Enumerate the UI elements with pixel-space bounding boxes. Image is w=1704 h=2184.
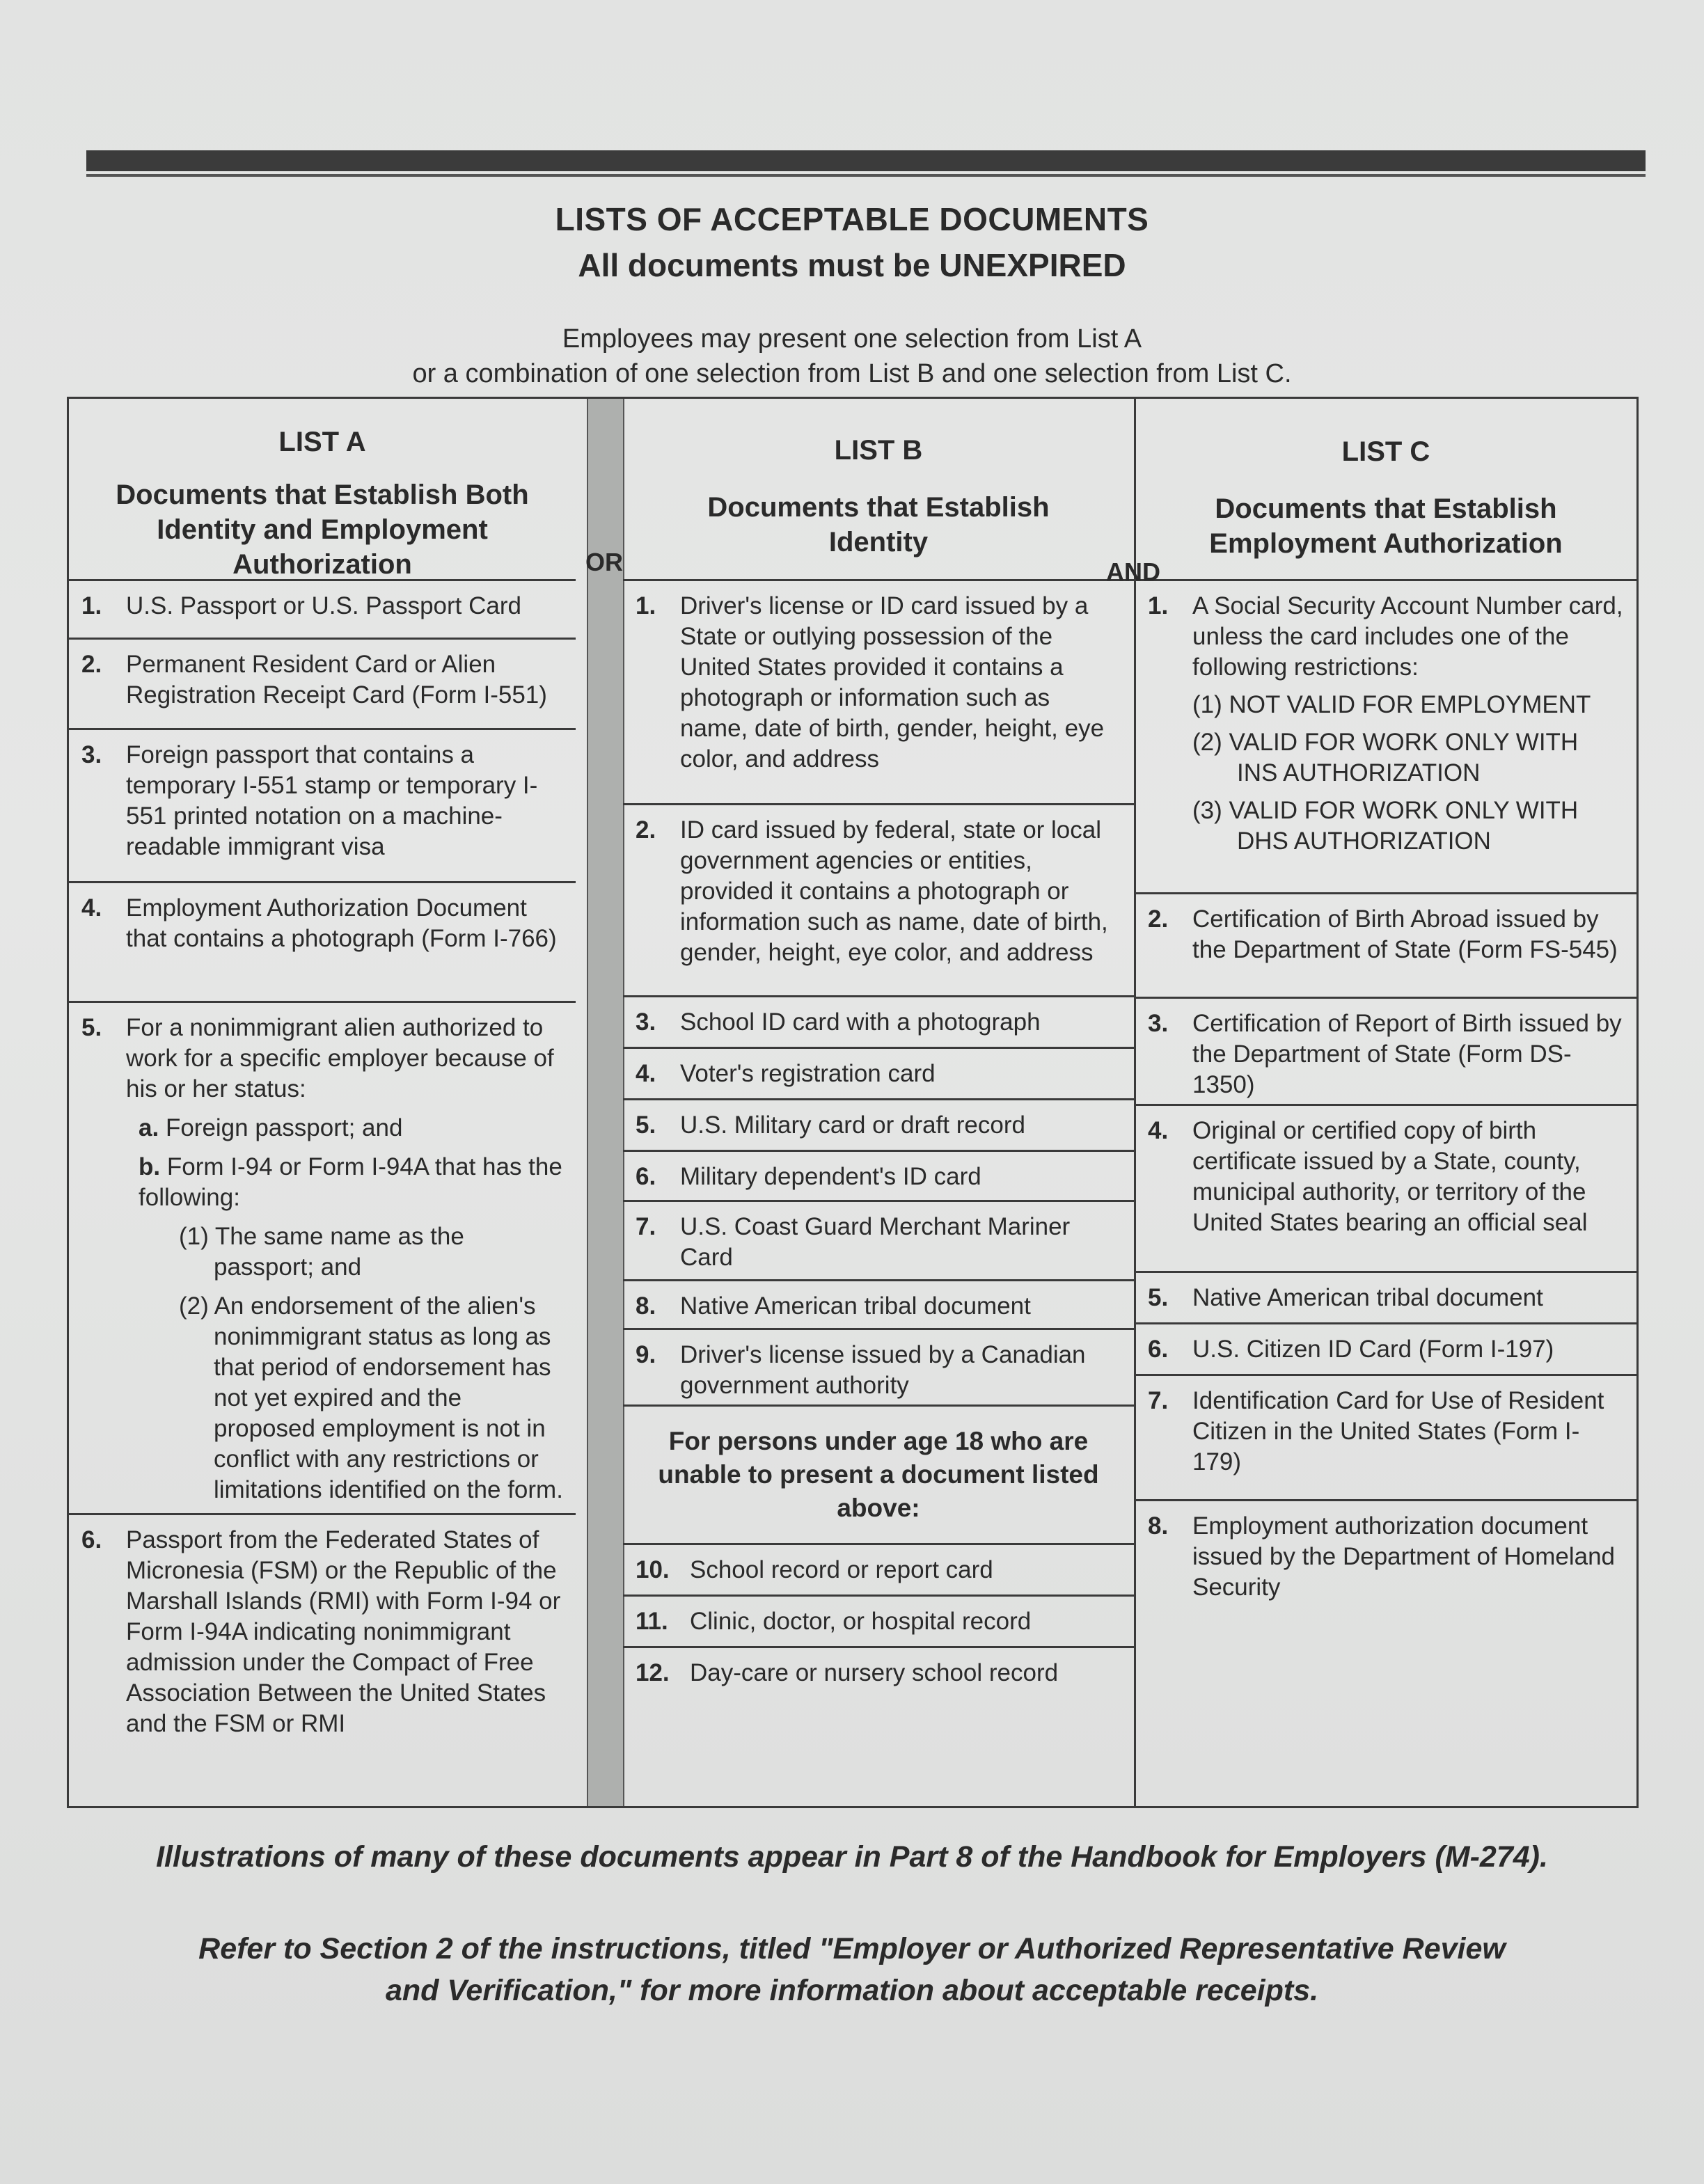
list-c-subtitle: Documents that Establish Employment Authorization xyxy=(1209,493,1563,559)
under-18-heading: For persons under age 18 who are unable to present a document listed above: xyxy=(623,1407,1134,1545)
item-text: Clinic, doctor, or hospital record xyxy=(690,1608,1032,1635)
item-number: 2. xyxy=(636,816,656,844)
item-text: Certification of Birth Abroad issued by the Department of State (Form FS-545) xyxy=(1192,905,1618,963)
item-text: For a nonimmigrant alien authorized to work for a specific employer because of his or her status: xyxy=(126,1014,554,1102)
documents-table xyxy=(67,397,1639,1808)
list-b-title: LIST B xyxy=(834,435,923,466)
intro-line-1: Employees may present one selection from List A xyxy=(562,324,1142,354)
list-a-subtitle: Documents that Establish Both Identity and Employment Authorization xyxy=(116,480,529,580)
item-text: A Social Security Account Number card, unless the card includes one of the following restrictions: xyxy=(1192,592,1623,681)
intro-text xyxy=(0,322,1704,391)
item-number: 12. xyxy=(636,1659,670,1686)
list-a-items xyxy=(69,581,576,1806)
list-item xyxy=(623,1202,1134,1281)
item-text: Military dependent's ID card xyxy=(680,1163,981,1190)
item-number: 3. xyxy=(1148,1010,1169,1037)
header-rule-thin xyxy=(86,174,1646,177)
item-sub-b: b. Form I-94 or Form I-94A that has the following: xyxy=(139,1153,562,1211)
item-text: School record or report card xyxy=(690,1556,993,1583)
footer-receipts-note xyxy=(0,1928,1704,2011)
page-subtitle: All documents must be UNEXPIRED xyxy=(578,247,1126,283)
item-sub-b1: (1) The same name as the passport; and xyxy=(179,1223,464,1281)
item-number: 7. xyxy=(1148,1387,1169,1414)
item-number: 11. xyxy=(636,1608,668,1635)
item-number: 2. xyxy=(81,651,102,678)
list-item xyxy=(69,581,576,640)
footer-line-1: Refer to Section 2 of the instructions, titled "Employer or Authorized Representative Review xyxy=(198,1932,1506,1965)
list-item xyxy=(1135,1106,1636,1273)
list-item xyxy=(623,997,1134,1049)
footer-line-2: and Verification," for more information about acceptable receipts. xyxy=(385,1974,1319,2007)
item-text: Permanent Resident Card or Alien Registration Receipt Card (Form I-551) xyxy=(126,651,547,709)
item-number: 8. xyxy=(1148,1512,1169,1540)
list-item xyxy=(1135,1376,1636,1501)
list-item xyxy=(623,1597,1134,1648)
item-text: U.S. Passport or U.S. Passport Card xyxy=(126,592,521,619)
item-text: Driver's license or ID card issued by a State or outlying possession of the United States provided it contains a photograph or information such as name, date of birth, gender, height, eye color, and address xyxy=(680,592,1105,773)
column-separator xyxy=(587,399,624,1806)
item-number: 4. xyxy=(1148,1117,1169,1144)
item-text: Native American tribal document xyxy=(680,1292,1031,1320)
item-number: 2. xyxy=(1148,905,1169,933)
list-c-header xyxy=(1135,399,1636,581)
list-item xyxy=(1135,1273,1636,1324)
item-number: 5. xyxy=(1148,1284,1169,1311)
item-text: U.S. Coast Guard Merchant Mariner Card xyxy=(680,1213,1071,1271)
item-number: 9. xyxy=(636,1341,656,1368)
item-number: 5. xyxy=(81,1014,102,1041)
list-item xyxy=(69,1515,576,1782)
list-item xyxy=(1135,894,1636,999)
list-a-title: LIST A xyxy=(278,427,366,457)
list-c-items xyxy=(1135,581,1636,1806)
item-number: 1. xyxy=(636,592,656,619)
page-title: LISTS OF ACCEPTABLE DOCUMENTS xyxy=(555,201,1149,237)
item-number: 5. xyxy=(636,1111,656,1139)
item-number: 6. xyxy=(1148,1336,1169,1363)
list-item xyxy=(1135,1501,1636,1682)
item-text: Native American tribal document xyxy=(1192,1284,1543,1311)
list-c-column xyxy=(1135,399,1636,1806)
item-text: Foreign passport that contains a temporary I-551 stamp or temporary I-551 printed notation on a machine-readable immigrant visa xyxy=(126,741,538,860)
item-text: Day-care or nursery school record xyxy=(690,1659,1059,1686)
item-text: Driver's license issued by a Canadian government authority xyxy=(680,1341,1086,1399)
item-text: ID card issued by federal, state or local government agencies or entities, provided it contains a photograph or information such as name, date of birth, gender, height, eye color, and address xyxy=(680,816,1108,966)
item-number: 7. xyxy=(636,1213,656,1240)
list-item xyxy=(69,883,576,1003)
list-item xyxy=(69,730,576,883)
item-text: Employment Authorization Document that contains a photograph (Form I-766) xyxy=(126,894,557,952)
item-sub-a: a. Foreign passport; and xyxy=(139,1114,403,1141)
item-number: 10. xyxy=(636,1556,670,1583)
restriction-2: (2) VALID FOR WORK ONLY WITH INS AUTHORIZATION xyxy=(1192,729,1579,786)
list-item xyxy=(623,1648,1134,1704)
item-number: 1. xyxy=(1148,592,1169,619)
header-rule xyxy=(86,150,1646,171)
list-item xyxy=(1135,999,1636,1106)
item-number: 3. xyxy=(636,1008,656,1036)
item-text: Voter's registration card xyxy=(680,1060,936,1087)
list-item xyxy=(623,581,1134,805)
item-text: Identification Card for Use of Resident Citizen in the United States (Form I-179) xyxy=(1192,1387,1604,1475)
item-text: U.S. Military card or draft record xyxy=(680,1111,1025,1139)
item-number: 1. xyxy=(81,592,102,619)
list-item xyxy=(1135,1324,1636,1376)
list-item xyxy=(69,1003,576,1515)
list-item xyxy=(623,1049,1134,1100)
item-number: 3. xyxy=(81,741,102,768)
list-item xyxy=(69,640,576,730)
list-item xyxy=(623,1152,1134,1202)
item-number: 4. xyxy=(636,1060,656,1087)
list-item xyxy=(1135,581,1636,894)
and-connector: AND xyxy=(1106,557,1160,586)
list-b-header xyxy=(623,399,1134,581)
item-text: Employment authorization document issued by the Department of Homeland Security xyxy=(1192,1512,1615,1601)
list-c-title: LIST C xyxy=(1341,436,1430,467)
item-sub-b2: (2) An endorsement of the alien's nonimmigrant status as long as that period of endorsement has not yet expired and the proposed employment is not in conflict with any restrictions or limitations identified on the form. xyxy=(179,1292,563,1503)
item-text: Passport from the Federated States of Micronesia (FSM) or the Republic of the Marshall Islands (RMI) with Form I-94 or Form I-94A indicating nonimmigrant admission under the Compact of Free Association Between the United States and the FSM or RMI xyxy=(126,1526,561,1737)
list-item xyxy=(623,1330,1134,1407)
list-item xyxy=(623,1281,1134,1330)
list-b-items xyxy=(623,581,1134,1806)
item-number: 6. xyxy=(636,1163,656,1190)
intro-line-2: or a combination of one selection from List B and one selection from List C. xyxy=(412,359,1292,388)
item-text: Certification of Report of Birth issued by the Department of State (Form DS-1350) xyxy=(1192,1010,1622,1098)
footer-illustrations-note: Illustrations of many of these documents appear in Part 8 of the Handbook for Employers (M-274). xyxy=(156,1840,1548,1874)
list-a-header xyxy=(69,399,576,581)
list-item xyxy=(623,1100,1134,1152)
list-b-subtitle: Documents that Establish Identity xyxy=(707,492,1050,557)
list-item xyxy=(623,805,1134,997)
restriction-1: (1) NOT VALID FOR EMPLOYMENT xyxy=(1192,691,1591,718)
or-connector: OR xyxy=(585,548,623,576)
list-b-column xyxy=(623,399,1136,1806)
item-text: School ID card with a photograph xyxy=(680,1008,1041,1036)
item-text: Original or certified copy of birth certificate issued by a State, county, municipal authority, or territory of the United States bearing an official seal xyxy=(1192,1117,1588,1236)
list-item xyxy=(623,1545,1134,1597)
item-number: 8. xyxy=(636,1292,656,1320)
item-number: 4. xyxy=(81,894,102,921)
item-text: U.S. Citizen ID Card (Form I-197) xyxy=(1192,1336,1554,1363)
list-a-column xyxy=(69,399,576,1806)
item-number: 6. xyxy=(81,1526,102,1553)
restriction-3: (3) VALID FOR WORK ONLY WITH DHS AUTHORIZATION xyxy=(1192,797,1579,855)
